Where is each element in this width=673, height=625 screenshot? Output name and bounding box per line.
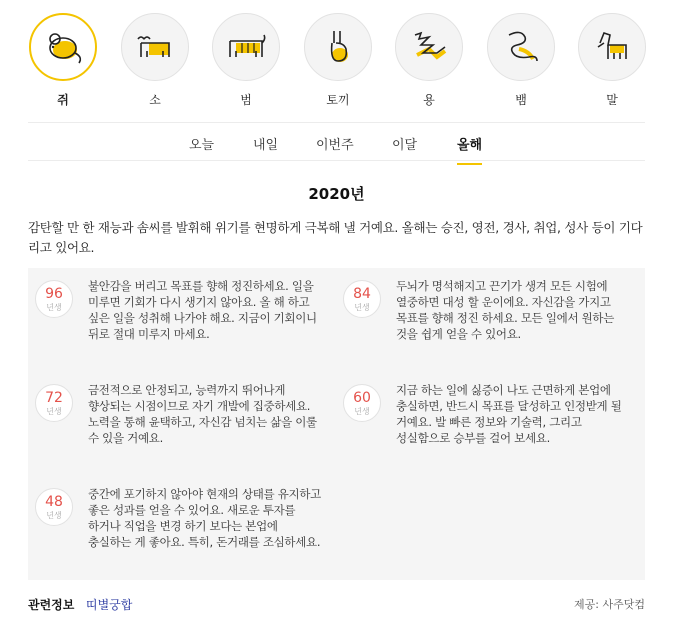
birth-year-number: 48 bbox=[45, 494, 63, 510]
horse-icon bbox=[578, 13, 646, 81]
birth-year-unit: 년생 bbox=[354, 407, 370, 416]
zodiac-label: 쥐 bbox=[57, 93, 69, 107]
related-info-label: 관련정보 bbox=[28, 598, 75, 612]
zodiac-label: 뱀 bbox=[515, 93, 527, 107]
birth-year-number: 84 bbox=[353, 286, 371, 302]
tab-this-month[interactable]: 이달 bbox=[392, 138, 418, 153]
zodiac-label: 토끼 bbox=[326, 93, 350, 107]
zodiac-rabbit[interactable] bbox=[303, 13, 373, 108]
tiger-icon bbox=[212, 13, 280, 81]
rat-icon bbox=[29, 13, 97, 81]
fortune-text: 불안감을 버리고 목표를 향해 정진하세요. 일을 미루면 기회가 다시 생기지 않아요. 올 해 하고 싶은 일을 성취해 나가야 해요. 지금이 기회이니 뒤로 절대 미루지 마세요. bbox=[88, 279, 317, 341]
birth-year-badge bbox=[35, 488, 73, 526]
zodiac-label: 말 bbox=[606, 93, 618, 107]
birth-year-badge bbox=[35, 384, 73, 422]
dragon-icon bbox=[395, 13, 463, 81]
birth-year-number: 96 bbox=[45, 286, 63, 302]
fortune-text: 두뇌가 명석해지고 끈기가 생겨 모든 시험에 열중하면 대성 할 운이에요. 자신감을 가지고 목표를 향해 정진 하세요. 모든 일에서 원하는 것을 쉽게 얻을 수 있어요. bbox=[396, 279, 615, 341]
birth-year-badge bbox=[343, 384, 381, 422]
fortune-grid bbox=[28, 268, 645, 580]
ox-icon bbox=[121, 13, 189, 81]
period-tabs bbox=[28, 130, 645, 160]
tab-today[interactable]: 오늘 bbox=[189, 138, 215, 153]
year-title: 2020년 bbox=[308, 185, 365, 203]
zodiac-ox[interactable] bbox=[120, 13, 190, 108]
provider-credit: 제공: 사주닷컴 bbox=[574, 598, 645, 611]
birth-year-unit: 년생 bbox=[46, 303, 62, 312]
birth-year-number: 72 bbox=[45, 390, 63, 406]
zodiac-dragon[interactable] bbox=[394, 13, 464, 108]
rabbit-icon bbox=[304, 13, 372, 81]
tab-this-year[interactable]: 올해 bbox=[457, 134, 482, 165]
fortune-text: 금전적으로 안정되고, 능력까지 뛰어나게 향상되는 시점이므로 자기 개발에 집중하세요. 노력을 통해 윤택하고, 자신감 넘치는 삶을 이룰 수 있을 거예요. bbox=[88, 383, 317, 445]
divider bbox=[28, 160, 645, 161]
snake-icon bbox=[487, 13, 555, 81]
fortune-summary: 감탄할 만 한 재능과 솜씨를 발휘해 위기를 현명하게 극복해 낼 거예요. 올해는 승진, 영전, 경사, 취업, 성사 등이 기다리고 있어요. bbox=[28, 220, 643, 255]
zodiac-label: 범 bbox=[240, 93, 252, 107]
zodiac-tiger[interactable] bbox=[211, 13, 281, 108]
zodiac-rat[interactable] bbox=[28, 13, 98, 108]
birth-year-unit: 년생 bbox=[354, 303, 370, 312]
zodiac-compatibility-link[interactable]: 띠별궁합 bbox=[86, 598, 133, 612]
tab-tomorrow[interactable]: 내일 bbox=[253, 138, 279, 153]
fortune-text: 지금 하는 일에 싫증이 나도 근면하게 본업에 충실하면, 반드시 목표를 달성하고 인정받게 될 거예요. 발 빠른 정보와 기술력, 그리고 성실함으로 승부를 걸어 보세요. bbox=[396, 383, 622, 445]
zodiac-label: 소 bbox=[149, 93, 161, 107]
birth-year-unit: 년생 bbox=[46, 511, 62, 520]
tab-this-week[interactable]: 이번주 bbox=[316, 138, 354, 153]
zodiac-snake[interactable] bbox=[486, 13, 556, 108]
fortune-text: 중간에 포기하지 않아야 현재의 상태를 유지하고 좋은 성과를 얻을 수 있어요. 새로운 투자를 하거나 직업을 변경 하기 보다는 본업에 충실하는 게 좋아요. 특히, 돈거래를 조심하세요. bbox=[88, 487, 321, 549]
divider bbox=[28, 122, 645, 123]
zodiac-label: 용 bbox=[423, 93, 435, 107]
footer bbox=[28, 596, 645, 616]
zodiac-horse[interactable] bbox=[577, 13, 647, 108]
birth-year-badge bbox=[35, 280, 73, 318]
birth-year-number: 60 bbox=[353, 390, 371, 406]
zodiac-selector bbox=[28, 13, 648, 113]
birth-year-badge bbox=[343, 280, 381, 318]
birth-year-unit: 년생 bbox=[46, 407, 62, 416]
